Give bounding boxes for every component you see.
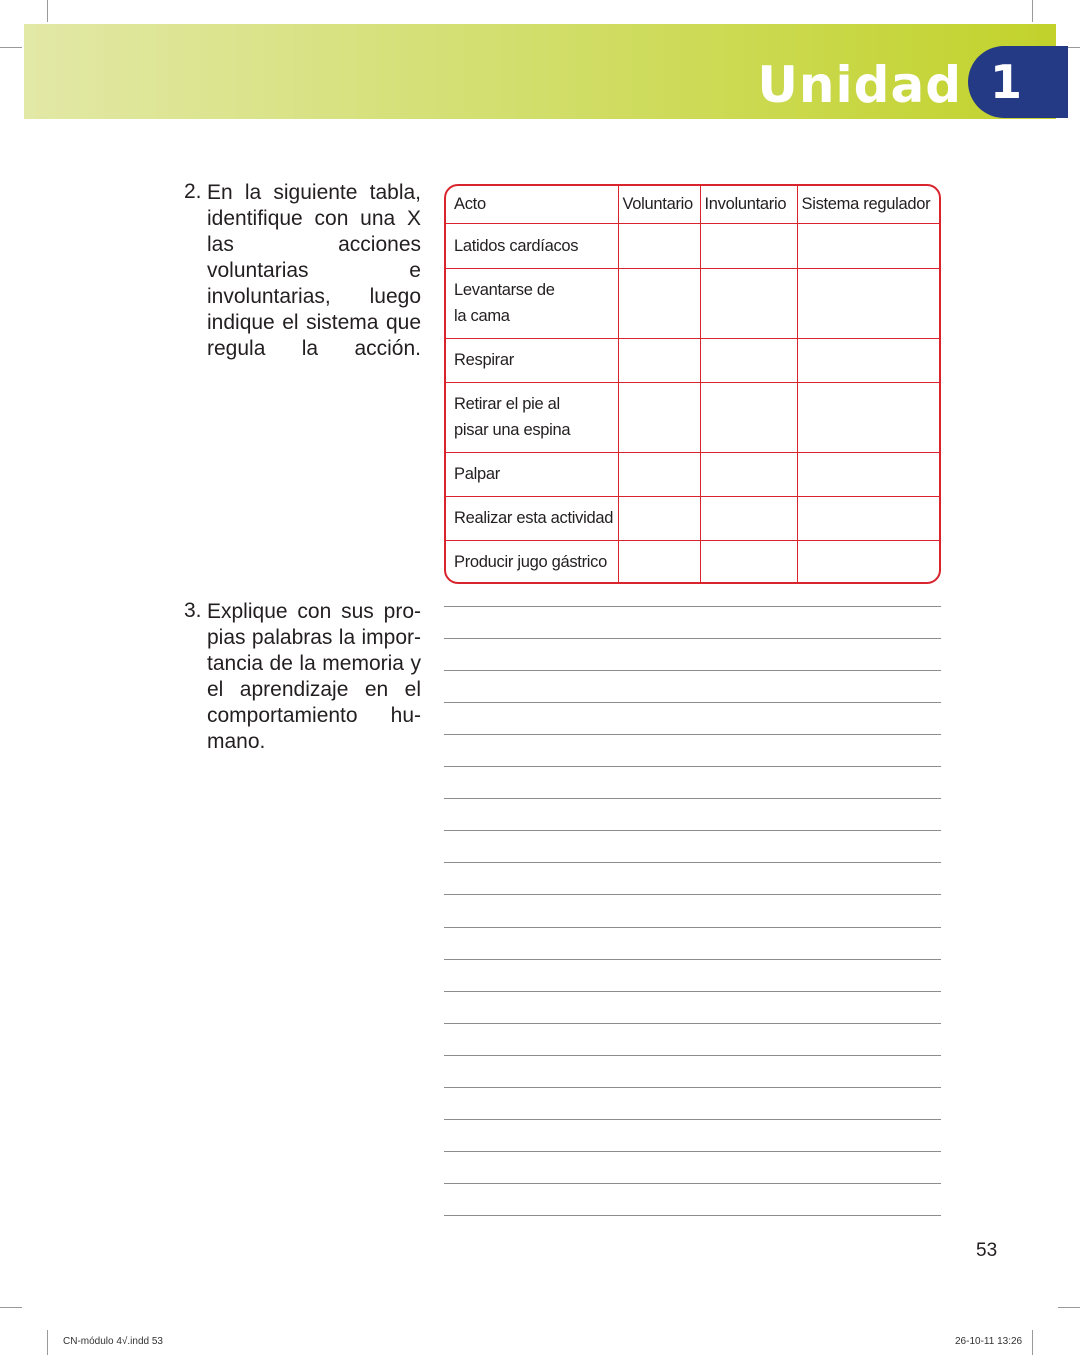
crop-mark	[47, 1330, 48, 1355]
sistema-cell[interactable]	[797, 338, 939, 382]
table-row	[446, 223, 939, 268]
crop-mark	[0, 47, 22, 48]
table-row	[446, 496, 939, 540]
actions-table	[444, 184, 941, 584]
answer-line[interactable]	[444, 1023, 941, 1024]
answer-line[interactable]	[444, 862, 941, 863]
unit-number: 1	[990, 55, 1023, 109]
answer-line[interactable]	[444, 638, 941, 639]
sistema-cell[interactable]	[797, 268, 939, 338]
answer-line[interactable]	[444, 1087, 941, 1088]
answer-line[interactable]	[444, 830, 941, 831]
table-row	[446, 338, 939, 382]
answer-line[interactable]	[444, 798, 941, 799]
answer-line[interactable]	[444, 991, 941, 992]
involuntario-cell[interactable]	[700, 496, 797, 540]
answer-line[interactable]	[444, 702, 941, 703]
crop-mark	[1032, 1330, 1033, 1355]
acto-cell: Producir jugo gástrico	[446, 540, 618, 584]
acto-cell: Latidos cardíacos	[446, 223, 618, 268]
header-involuntario: Involuntario	[700, 186, 797, 223]
crop-mark	[47, 0, 48, 22]
unit-number-badge	[968, 46, 1068, 118]
acto-cell	[446, 268, 618, 338]
sistema-cell[interactable]	[797, 382, 939, 452]
voluntario-cell[interactable]	[618, 338, 700, 382]
page-number: 53	[976, 1240, 998, 1261]
voluntario-cell[interactable]	[618, 540, 700, 584]
answer-line[interactable]	[444, 606, 941, 607]
question-text: En la siguiente tabla, identifique con una X las acciones voluntarias e involuntarias, luego indique el sistema que regula la acción.	[207, 181, 421, 360]
footer-filename: CN-módulo 4√.indd 53	[63, 1336, 163, 1347]
header-voluntario: Voluntario	[618, 186, 700, 223]
question-number: 2.	[184, 180, 202, 203]
answer-line[interactable]	[444, 1183, 941, 1184]
acto-line: la cama	[454, 307, 510, 325]
table-row	[446, 540, 939, 584]
voluntario-cell[interactable]	[618, 223, 700, 268]
voluntario-cell[interactable]	[618, 452, 700, 496]
table-row	[446, 382, 939, 452]
sistema-cell[interactable]	[797, 496, 939, 540]
involuntario-cell[interactable]	[700, 452, 797, 496]
voluntario-cell[interactable]	[618, 268, 700, 338]
sistema-cell[interactable]	[797, 223, 939, 268]
sistema-cell[interactable]	[797, 452, 939, 496]
actions-table-grid	[446, 186, 939, 584]
table-row	[446, 452, 939, 496]
footer-date: 26-10-11 13:26	[955, 1336, 1023, 1347]
table-header-row	[446, 186, 939, 223]
acto-cell: Palpar	[446, 452, 618, 496]
involuntario-cell[interactable]	[700, 338, 797, 382]
answer-line[interactable]	[444, 1215, 941, 1216]
voluntario-cell[interactable]	[618, 382, 700, 452]
involuntario-cell[interactable]	[700, 268, 797, 338]
acto-cell	[446, 382, 618, 452]
answer-line[interactable]	[444, 1119, 941, 1120]
answer-line[interactable]	[444, 1151, 941, 1152]
crop-mark	[0, 1307, 22, 1308]
answer-line[interactable]	[444, 670, 941, 671]
answer-line[interactable]	[444, 1055, 941, 1056]
acto-line: Retirar el pie al	[454, 395, 560, 413]
acto-cell: Respirar	[446, 338, 618, 382]
involuntario-cell[interactable]	[700, 382, 797, 452]
question-text: Explique con sus propias palabras la importancia de la memoria y el aprendizaje en el comportamiento humano.	[207, 600, 421, 753]
involuntario-cell[interactable]	[700, 540, 797, 584]
header-sistema-regulador: Sistema regulador	[797, 186, 939, 223]
voluntario-cell[interactable]	[618, 496, 700, 540]
crop-mark	[1058, 1307, 1080, 1308]
involuntario-cell[interactable]	[700, 223, 797, 268]
answer-line[interactable]	[444, 766, 941, 767]
question-number: 3.	[184, 599, 202, 622]
acto-line: pisar una espina	[454, 421, 571, 439]
acto-cell: Realizar esta actividad	[446, 496, 618, 540]
answer-line[interactable]	[444, 927, 941, 928]
header-acto: Acto	[446, 186, 618, 223]
unit-title: Unidad	[757, 56, 962, 114]
table-row	[446, 268, 939, 338]
answer-line[interactable]	[444, 959, 941, 960]
acto-line: Levantarse de	[454, 281, 555, 299]
answer-line[interactable]	[444, 894, 941, 895]
sistema-cell[interactable]	[797, 540, 939, 584]
answer-line[interactable]	[444, 734, 941, 735]
crop-mark	[1032, 0, 1033, 22]
